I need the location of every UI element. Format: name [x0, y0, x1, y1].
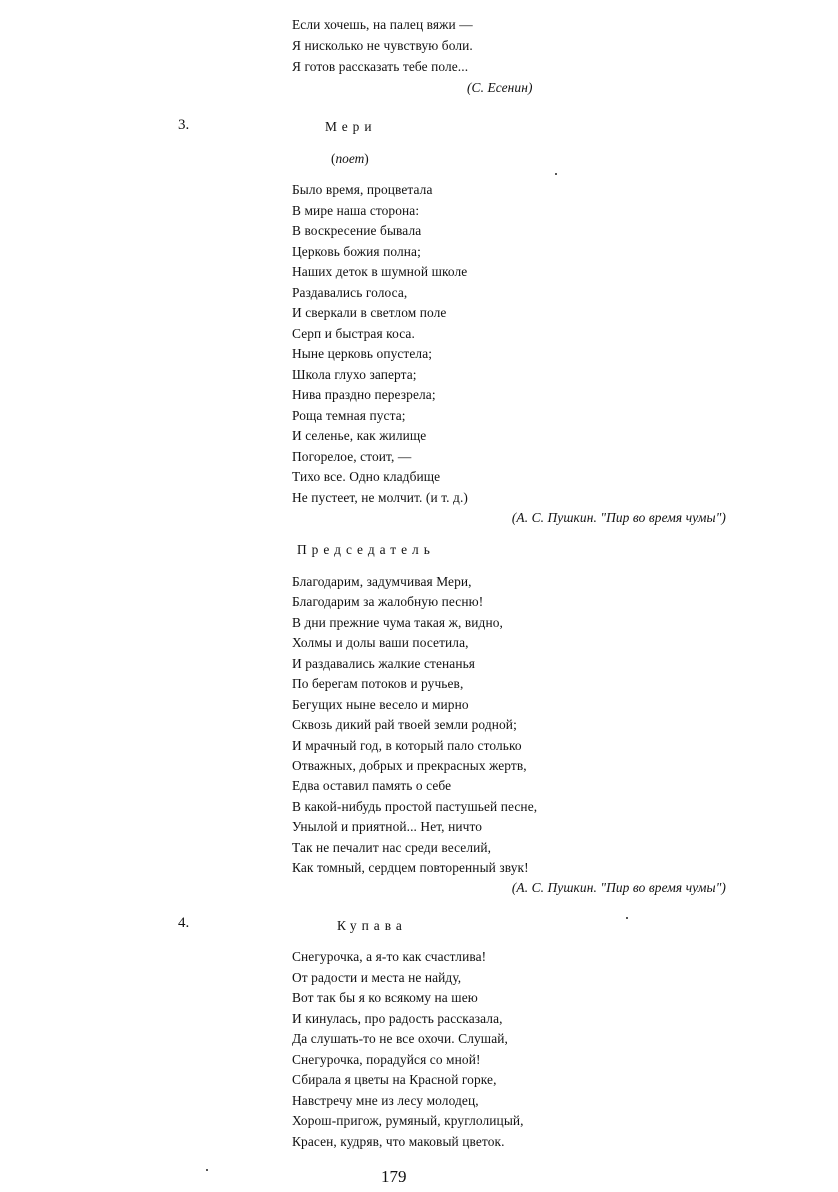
verse-line: Погорелое, стоит, —: [292, 449, 412, 464]
verse-line: Роща темная пуста;: [292, 408, 406, 423]
verse-line: Серп и быстрая коса.: [292, 326, 415, 341]
verse-line: Благодарим, задумчивая Мери,: [292, 574, 472, 589]
attribution: (А. С. Пушкин. "Пир во время чумы"): [511, 880, 726, 895]
item-number: 3.: [178, 117, 190, 133]
verse-line: Нива праздно перезрела;: [292, 387, 436, 402]
verse-line: В какой-нибудь простой пастушьей песне,: [292, 799, 538, 814]
verse-line: Унылой и приятной... Нет, ничто: [292, 819, 483, 834]
verse-line: Церковь божия полна;: [292, 244, 421, 259]
verse-line: Я готов рассказать тебе поле...: [292, 59, 469, 74]
verse-line: В воскресение бывала: [292, 223, 422, 238]
scan-speck: [626, 917, 628, 919]
verse-line: Холмы и долы ваши посетила,: [292, 635, 469, 650]
scan-speck: [555, 173, 557, 175]
item-number: 4.: [178, 915, 190, 931]
attribution: (А. С. Пушкин. "Пир во время чумы"): [511, 510, 726, 525]
verse-line: И раздавались жалкие стенанья: [292, 656, 476, 671]
verse-line: Сквозь дикий рай твоей земли родной;: [292, 717, 517, 732]
verse-line: Тихо все. Одно кладбище: [292, 469, 441, 484]
verse-line: И мрачный год, в который пало столько: [292, 738, 522, 753]
verse-line: Бегущих ныне весело и мирно: [292, 697, 469, 712]
verse-line: Не пустеет, не молчит. (и т. д.): [292, 490, 468, 505]
verse-line: Хорош-пригож, румяный, круглолицый,: [292, 1113, 524, 1128]
verse-line: Так не печалит нас среди веселий,: [292, 840, 492, 855]
verse-line: Школа глухо заперта;: [292, 367, 417, 382]
verse-line: И кинулась, про радость рассказала,: [292, 1011, 503, 1026]
role-name: Мери: [325, 119, 377, 134]
verse-line: Красен, кудряв, что маковый цветок.: [292, 1134, 505, 1149]
page-number: 179: [381, 1167, 407, 1186]
scan-speck: [206, 1169, 208, 1171]
role-name: Председатель: [297, 542, 435, 557]
verse-line: Снегурочка, порадуйся со мной!: [292, 1052, 481, 1067]
verse-line: Ныне церковь опустела;: [292, 346, 433, 361]
verse-line: Вот так бы я ко всякому на шею: [292, 990, 478, 1005]
verse-line: Сбирала я цветы на Красной горке,: [292, 1072, 497, 1087]
verse-line: И сверкали в светлом поле: [292, 305, 447, 320]
attribution: (С. Есенин): [467, 80, 533, 95]
verse-line: Благодарим за жалобную песню!: [292, 594, 484, 609]
verse-line: Было время, процветала: [292, 182, 433, 197]
verse-line: И селенье, как жилище: [292, 428, 427, 443]
verse-line: Снегурочка, а я-то как счастлива!: [292, 949, 487, 964]
verse-line: Отважных, добрых и прекрасных жертв,: [292, 758, 527, 773]
verse-line: Если хочешь, на палец вяжи —: [292, 17, 473, 32]
verse-line: Едва оставил память о себе: [292, 778, 452, 793]
stage-remark-text: поет: [335, 151, 365, 166]
verse-line: По берегам потоков и ручьев,: [292, 676, 464, 691]
verse-line: Раздавались голоса,: [292, 285, 408, 300]
stage-remark: (поет): [331, 151, 369, 166]
verse-line: Я нисколько не чувствую боли.: [292, 38, 473, 53]
verse-line: Наших деток в шумной школе: [292, 264, 468, 279]
verse-line: От радости и места не найду,: [292, 970, 462, 985]
verse-line: В мире наша сторона:: [292, 203, 420, 218]
verse-line: Навстречу мне из лесу молодец,: [292, 1093, 479, 1108]
verse-line: Да слушать-то не все охочи. Слушай,: [292, 1031, 508, 1046]
verse-line: В дни прежние чума такая ж, видно,: [292, 615, 503, 630]
role-name: Купава: [337, 918, 407, 933]
verse-line: Как томный, сердцем повторенный звук!: [292, 860, 529, 875]
